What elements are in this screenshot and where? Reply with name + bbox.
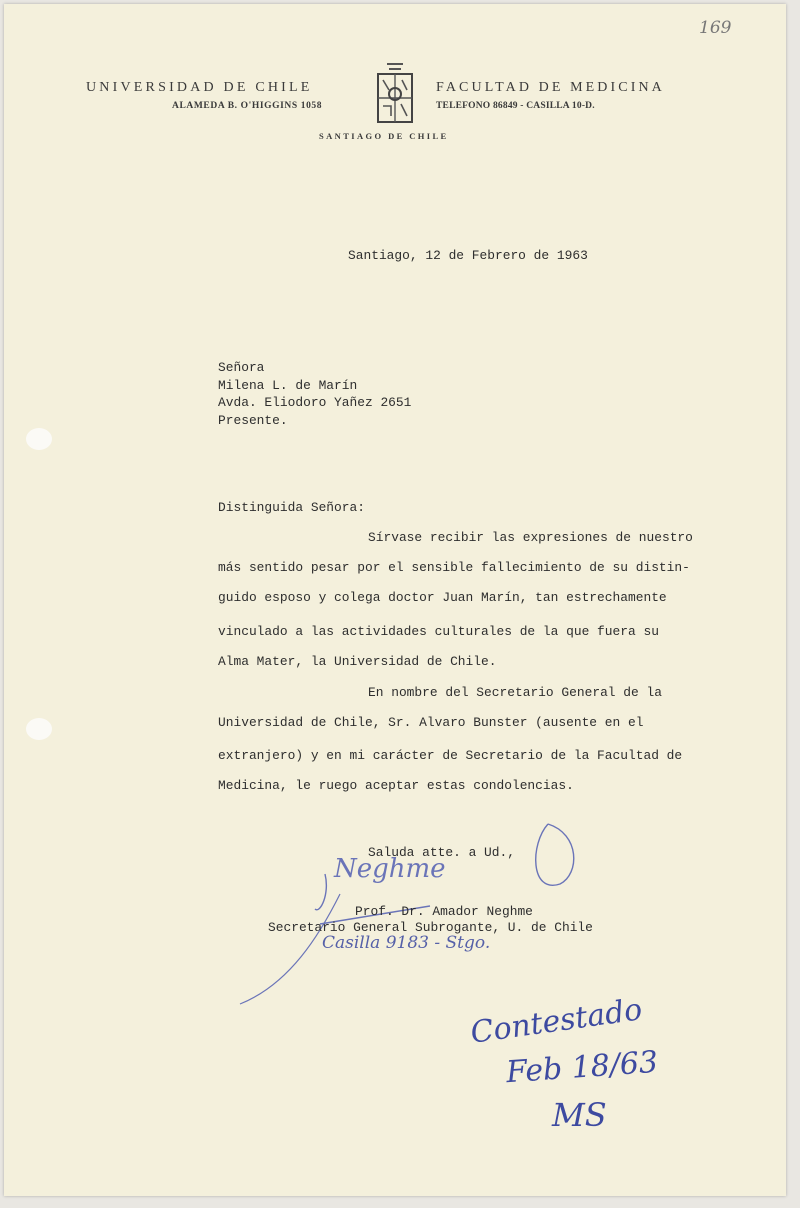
punch-hole bbox=[26, 428, 52, 450]
body-line: Medicina, le ruego aceptar estas condolencias. bbox=[218, 778, 574, 793]
recipient-line: Milena L. de Marín bbox=[218, 378, 358, 393]
recipient-line: Avda. Eliodoro Yañez 2651 bbox=[218, 395, 412, 410]
annotation-answered: Contestado bbox=[468, 992, 645, 1051]
page-number: 169 bbox=[699, 18, 732, 38]
handwritten-address: Casilla 9183 - Stgo. bbox=[322, 933, 491, 953]
body-line: más sentido pesar por el sensible fallecimiento de su distin- bbox=[218, 560, 690, 575]
letter-page bbox=[4, 4, 786, 1196]
letterhead-address: ALAMEDA B. O'HIGGINS 1058 bbox=[172, 101, 323, 111]
annotation-date: Feb 18/63 bbox=[504, 1044, 660, 1091]
letterhead-city: SANTIAGO DE CHILE bbox=[319, 131, 449, 141]
body-line: Alma Mater, la Universidad de Chile. bbox=[218, 654, 497, 669]
date-line: Santiago, 12 de Febrero de 1963 bbox=[348, 248, 588, 263]
body-line: En nombre del Secretario General de la bbox=[368, 685, 662, 700]
annotation-initials: MS bbox=[552, 1096, 607, 1134]
punch-hole bbox=[26, 718, 52, 740]
salutation: Distinguida Señora: bbox=[218, 500, 365, 515]
recipient-line: Presente. bbox=[218, 413, 288, 428]
university-crest-icon bbox=[374, 60, 416, 124]
body-line: vinculado a las actividades culturales de la que fuera su bbox=[218, 624, 659, 639]
body-line: extranjero) y en mi carácter de Secretario de la Facultad de bbox=[218, 748, 683, 763]
signer-title: Secretario General Subrogante, U. de Chile bbox=[268, 920, 593, 935]
body-line: guido esposo y colega doctor Juan Marín, tan estrechamente bbox=[218, 590, 667, 605]
signer-name: Prof. Dr. Amador Neghme bbox=[355, 904, 533, 919]
signature: Neghme bbox=[334, 854, 446, 884]
closing: Saluda atte. a Ud., bbox=[368, 845, 515, 860]
body-line: Sírvase recibir las expresiones de nuestro bbox=[368, 530, 693, 545]
letterhead-contact: TELEFONO 86849 - CASILLA 10-D. bbox=[436, 101, 595, 111]
recipient-line: Señora bbox=[218, 360, 265, 375]
letterhead-university: UNIVERSIDAD DE CHILE bbox=[86, 80, 313, 95]
letterhead-faculty: FACULTAD DE MEDICINA bbox=[436, 80, 665, 95]
body-line: Universidad de Chile, Sr. Alvaro Bunster (ausente en el bbox=[218, 715, 644, 730]
